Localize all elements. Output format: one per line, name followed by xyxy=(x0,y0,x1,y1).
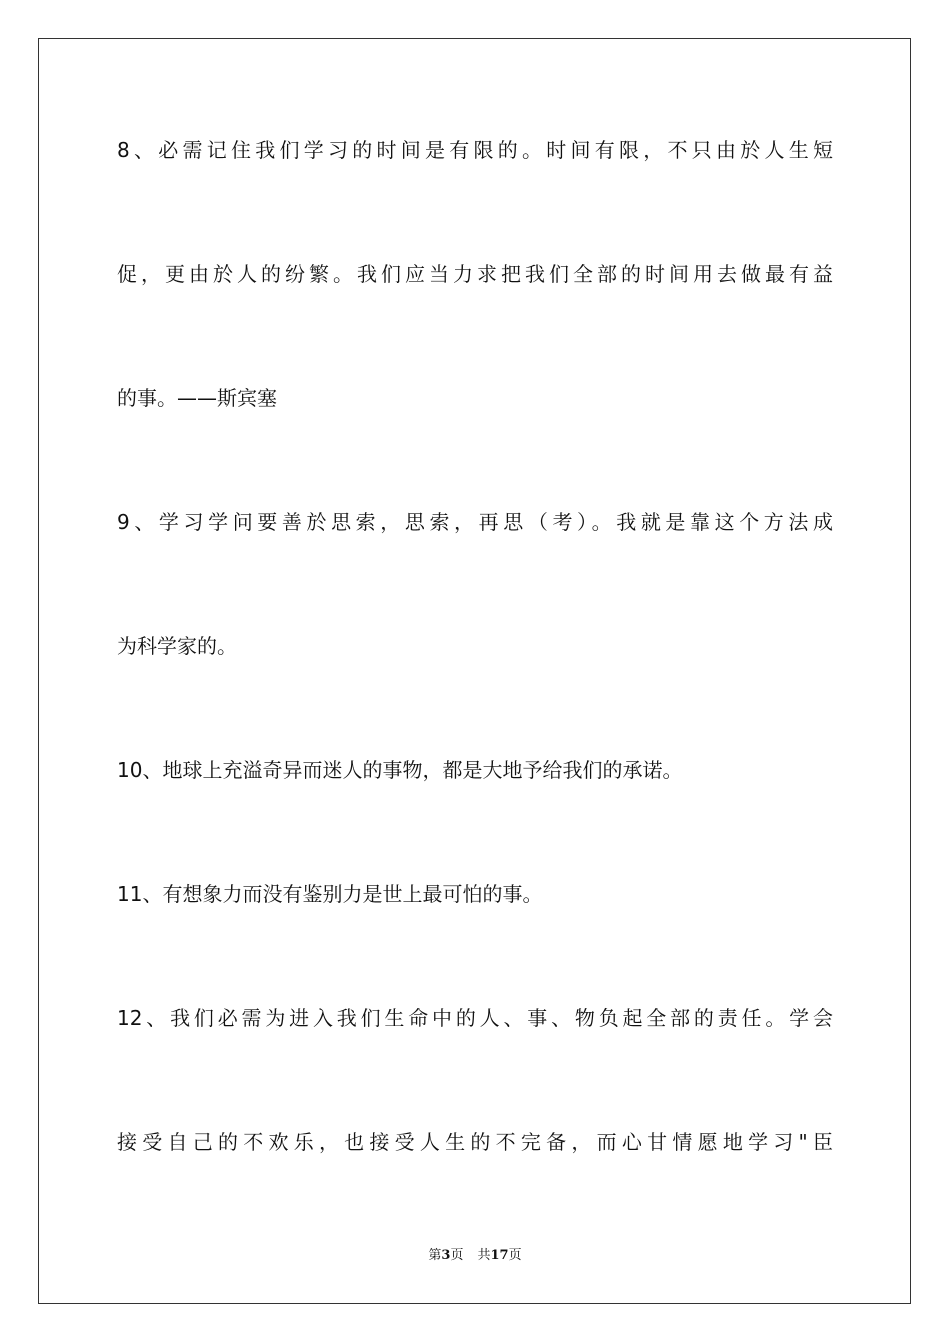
text-line-1: 8、必需记住我们学习的时间是有限的。时间有限，不只由於人生短 xyxy=(117,138,833,162)
total-suffix: 页 xyxy=(508,1248,522,1263)
text-line-4: 9、学习学问要善於思索，思索，再思（考）。我就是靠这个方法成 xyxy=(117,510,833,534)
text-line-2: 促，更由於人的纷繁。我们应当力求把我们全部的时间用去做最有益 xyxy=(117,262,833,286)
page-suffix: 页 xyxy=(450,1248,464,1263)
page-prefix: 第 xyxy=(428,1248,442,1263)
total-pages: 17 xyxy=(490,1248,509,1263)
text-line-9: 接受自己的不欢乐，也接受人生的不完备，而心甘情愿地学习"臣 xyxy=(117,1130,833,1154)
text-line-7: 11、有想象力而没有鉴别力是世上最可怕的事。 xyxy=(117,882,543,906)
text-line-5: 为科学家的。 xyxy=(117,634,237,658)
page-border xyxy=(38,38,911,1304)
total-prefix: 共 xyxy=(477,1248,491,1263)
page-footer xyxy=(0,1247,950,1265)
page-number: 3 xyxy=(441,1248,451,1263)
text-line-3: 的事。——斯宾塞 xyxy=(117,386,277,410)
text-line-6: 10、地球上充溢奇异而迷人的事物，都是大地予给我们的承诺。 xyxy=(117,758,683,782)
text-line-8: 12、我们必需为进入我们生命中的人、事、物负起全部的责任。学会 xyxy=(117,1006,833,1030)
